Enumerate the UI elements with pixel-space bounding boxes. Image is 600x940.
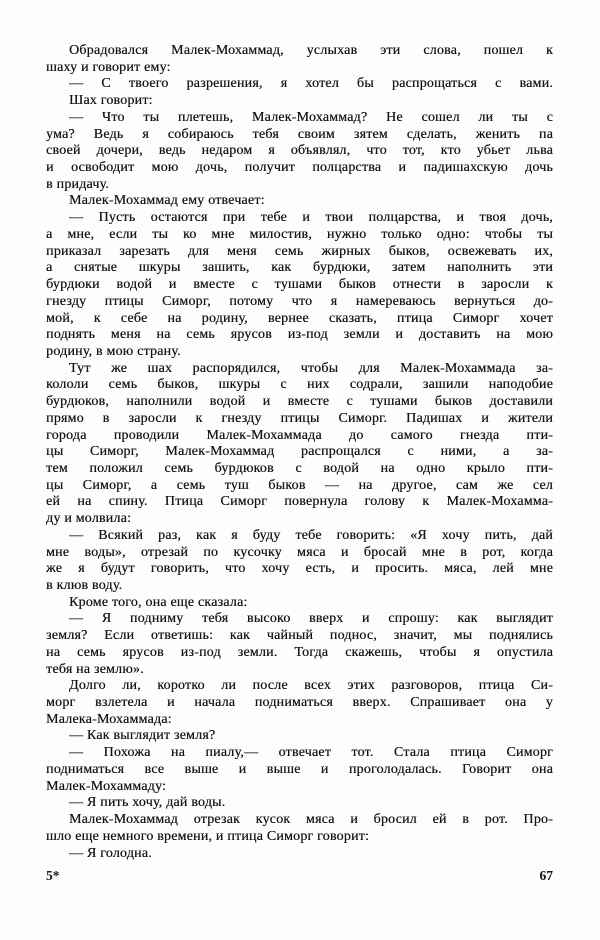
page-footer xyxy=(46,868,553,884)
text-line: земля? Если ответишь: как чайный поднос, значит, мы поднялись xyxy=(46,628,553,644)
text-line: Долго ли, коротко ли после всех этих разговоров, птица Си- xyxy=(69,678,553,694)
text-line: мне воды», отрезай по кусочку мяса и бросай мне в рот, когда xyxy=(46,544,553,560)
text-line: гнезду птицы Симорг, потому что я намереваюсь вернуться до- xyxy=(46,293,553,309)
text-line: — Что ты плетешь, Малек-Мохаммад? Не сошел ли ты с xyxy=(69,109,553,125)
text-line: шло еще немного времени, и птица Симорг говорит: xyxy=(46,828,370,844)
text-line: — Похожа на пиалу,— отвечает тот. Стала птица Симорг xyxy=(69,745,553,761)
text-line: цы Симорг, Малек-Мохаммад распрощался с ними, а за- xyxy=(46,444,553,460)
text-line: своей дочери, ведь недаром я объявлял, что тот, кто убьет льва xyxy=(46,143,553,159)
text-line: бурдюков, наполнили водой и вместе с тушами быков доставили xyxy=(46,394,553,410)
text-line: прямо в заросли к гнезду птицы Симорг. Падишах и жители xyxy=(46,410,553,426)
text-line: в придачу. xyxy=(46,176,110,192)
text-line: Малек-Мохаммад отрезак кусок мяса и бросил ей в рот. Про- xyxy=(69,812,553,828)
text-line: Малек-Мохаммад ему отвечает: xyxy=(69,193,265,209)
text-line: ей на спину. Птица Симорг повернула голову к Малек-Мохамма- xyxy=(46,494,553,510)
text-line: Кроме того, она еще сказала: xyxy=(69,594,248,610)
text-line: — Я пить хочу, дай воды. xyxy=(69,795,226,811)
text-line: города проводили Малек-Мохаммада до самого гнезда пти- xyxy=(46,427,553,443)
text-line: а снятые шкуры зашить, как бурдюки, затем наполнить эти xyxy=(46,260,553,276)
text-line: — Как выглядит земля? xyxy=(69,728,216,744)
text-column xyxy=(46,43,553,862)
text-line: тебя на землю». xyxy=(46,661,144,677)
text-line: и освободит мою дочь, получит полцарства и падишахскую дочь xyxy=(46,160,553,176)
text-line: — Пусть остаются при тебе и твои полцарства, и твоя дочь, xyxy=(69,210,553,226)
text-line: поднять меня на семь ярусов из-под земли и доставить на мою xyxy=(46,327,553,343)
text-line: Малека-Мохаммада: xyxy=(46,711,172,727)
text-line: ду и молвила: xyxy=(46,511,132,527)
text-line: Малек-Мохаммаду: xyxy=(46,778,167,794)
text-line: а мне, если ты ко мне милостив, нужно только одно: чтобы ты xyxy=(46,226,553,242)
signature-mark: 5* xyxy=(46,868,60,883)
text-line: подниматься все выше и выше и проголодалась. Говорит она xyxy=(46,761,553,777)
text-line: кололи семь быков, шкуры с них содрали, зашили наподобие xyxy=(46,377,553,393)
text-line: — Я голодна. xyxy=(69,845,152,861)
text-line: родину, в мою страну. xyxy=(46,343,181,359)
text-line: же я будут говорить, что хочу есть, и просить. мяса, лей мне xyxy=(46,561,553,577)
text-line: морг взлетела и начала подниматься вверх. Спрашивает она у xyxy=(46,695,553,711)
text-line: Обрадовался Малек-Мохаммад, услыхав эти слова, пошел к xyxy=(69,43,553,58)
text-line: в клюв воду. xyxy=(46,578,123,593)
text-line: тем положил семь бурдюков с водой на одно крыло пти- xyxy=(46,460,553,476)
text-line: ума? Ведь я собираюсь тебя своим зятем сделать, женить па xyxy=(46,126,553,142)
text-line: Шах говорит: xyxy=(69,93,153,109)
text-line: цы Симорг, а семь туш быков — на другое, сам же сел xyxy=(46,477,553,493)
text-line: бурдюки водой и вместе с тушами быков отнести в заросли к xyxy=(46,277,553,293)
text-line: — Всякий раз, как я буду тебе говорить: «Я хочу пить, дай xyxy=(69,527,553,543)
text-line: шаху и говорит ему: xyxy=(46,59,171,75)
text-line: — Я подниму тебя высоко вверх и спрошу: как выглядит xyxy=(69,611,553,627)
page-number: 67 xyxy=(539,868,553,883)
text-line: Тут же шах распорядился, чтобы для Малек-Мохаммада за- xyxy=(69,360,553,376)
text-line: мой, к себе на родину, вернее сказать, птица Симорг хочет xyxy=(46,310,553,326)
text-line: — С твоего разрешения, я хотел бы распрощаться с вами. xyxy=(69,76,553,92)
text-line: приказал зарезать для меня семь жирных быков, освежевать их, xyxy=(46,243,553,259)
text-line: на семь ярусов из-под земли. Тогда скажешь, чтобы я опустила xyxy=(46,644,553,660)
